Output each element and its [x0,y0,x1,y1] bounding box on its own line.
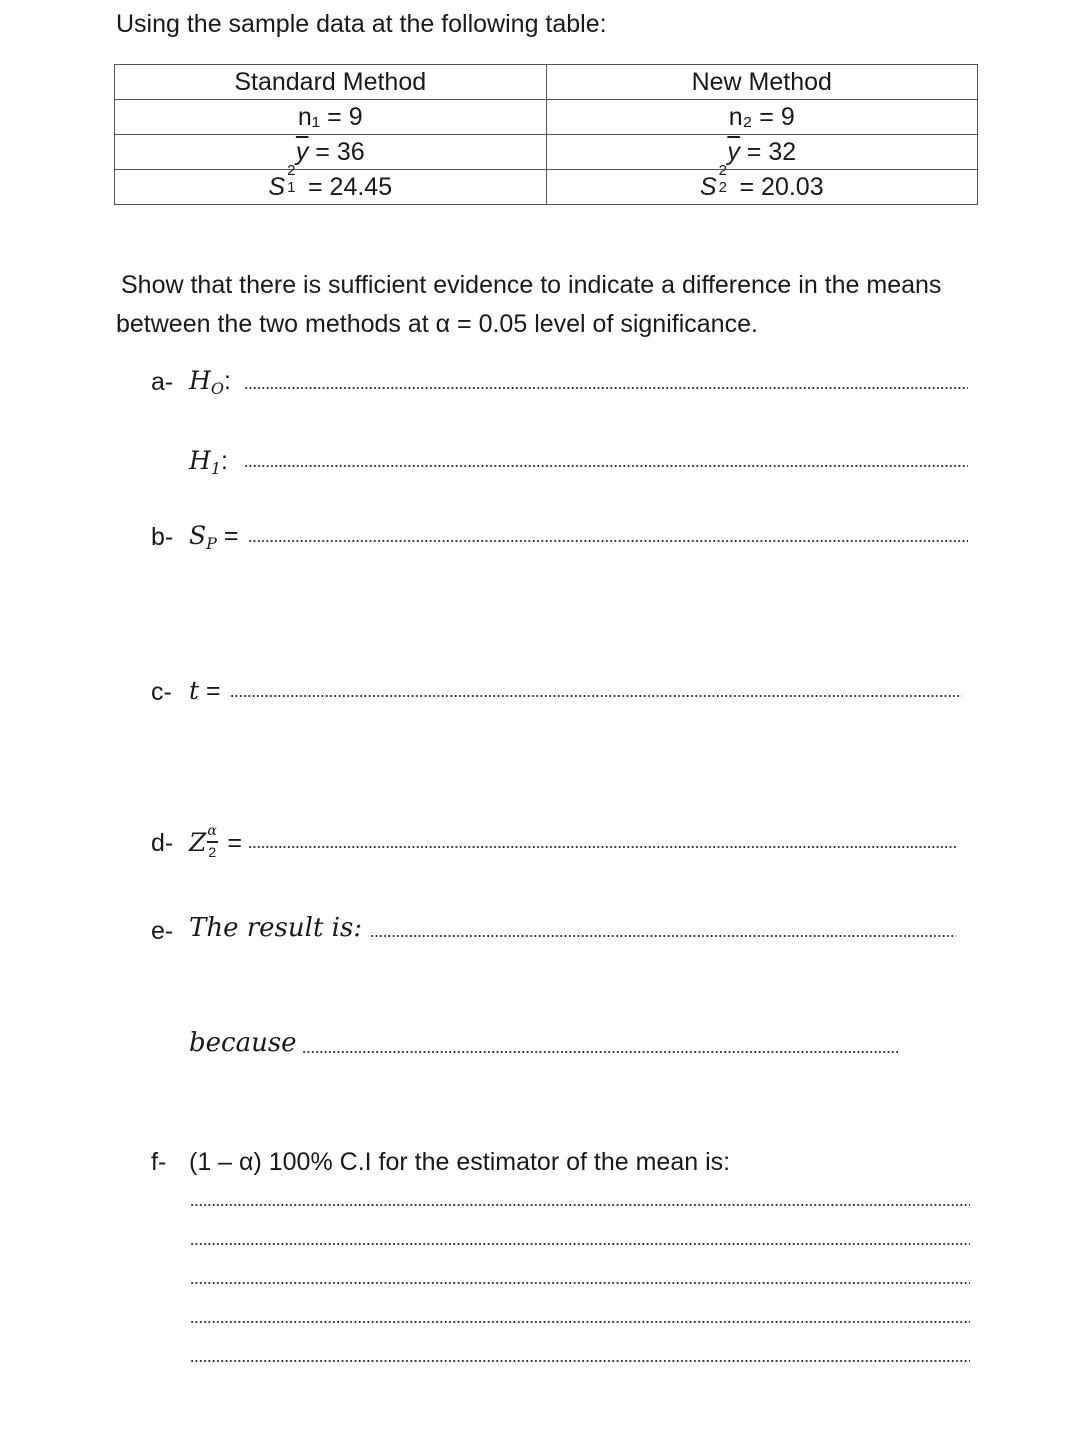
ci-label: (1 – α) 100% C.I for the estimator of the mean is: [189,1148,731,1176]
cell-n2: n₂ = 9 [546,100,978,135]
item-f-letter: f- [151,1148,167,1176]
s-symbol: S [268,173,286,201]
header-standard-method: Standard Method [115,65,547,100]
sp-symbol: S [189,521,207,550]
h1-colon: : [221,447,228,475]
item-d-letter: d- [151,829,174,857]
ybar-value: = 32 [739,138,797,166]
h1-subscript: 1 [210,459,221,478]
ci-answer-line-5[interactable] [190,1359,970,1363]
t-answer-line[interactable] [230,694,962,698]
item-b-letter: b- [151,523,174,551]
table-row-n [115,100,978,135]
sample-data-table [114,64,978,205]
h0-expression [189,366,231,398]
question-text: Show that there is sufficient evidence to indicate a difference in the means between the two methods at α = 0.05 level of significance. [116,271,942,338]
header-new-method: New Method [546,65,978,100]
table-row-mean [115,135,978,170]
t-symbol: t [189,676,200,705]
ybar-value: = 36 [308,138,365,166]
sp-subscript: P [206,534,217,553]
h1-answer-line[interactable] [244,464,968,468]
result-label: The result is: [189,913,363,943]
ci-answer-line-2[interactable] [190,1242,970,1246]
cell-s1 [115,162,547,205]
s-value: = 20.03 [732,173,824,201]
because-answer-line[interactable] [302,1050,898,1054]
z-expression [189,823,242,860]
frac-numerator: α [207,823,217,839]
cell-ybar2 [546,135,978,170]
s-sup: 2 [718,162,727,179]
because-label: because [189,1028,297,1058]
ybar-symbol: $\overline{y}$ [727,138,740,166]
ci-answer-line-1[interactable] [190,1203,970,1207]
ci-answer-line-4[interactable] [190,1320,970,1324]
h0-symbol: H [189,366,211,395]
s-sub: 2 [718,179,727,196]
item-c-letter: c- [151,678,172,706]
s-sub: 1 [287,179,296,196]
frac-denominator: 2 [208,844,217,860]
t-equals: = [199,677,221,705]
z-equals: = [220,829,242,857]
z-answer-line[interactable] [248,845,956,849]
result-answer-line[interactable] [370,934,956,938]
table-row-variance [115,170,978,205]
frac-bar [207,841,218,843]
ybar-symbol: $\overline{y}$ [295,138,309,166]
s-symbol: S [699,173,717,201]
h1-symbol: H [189,446,211,475]
item-a-letter: a- [151,368,174,396]
h0-subscript: O [210,379,224,398]
ci-answer-line-3[interactable] [190,1281,970,1285]
h0-answer-line[interactable] [244,386,968,390]
h0-colon: : [223,367,231,395]
sp-equals: = [216,522,239,550]
cell-ybar1 [115,135,547,170]
s-value: = 24.45 [301,173,393,201]
sp-expression [189,521,238,553]
t-expression [189,676,221,706]
sp-answer-line[interactable] [248,539,968,543]
h1-expression [189,446,228,478]
z-symbol: Z [189,828,207,857]
item-e-letter: e- [151,917,174,945]
cell-s2 [546,162,978,205]
cell-n1: n₁ = 9 [115,100,547,135]
s-sup: 2 [287,162,296,179]
alpha-over-two [206,823,220,860]
table-header-row [115,65,978,100]
intro-text: Using the sample data at the following table: [116,10,607,38]
